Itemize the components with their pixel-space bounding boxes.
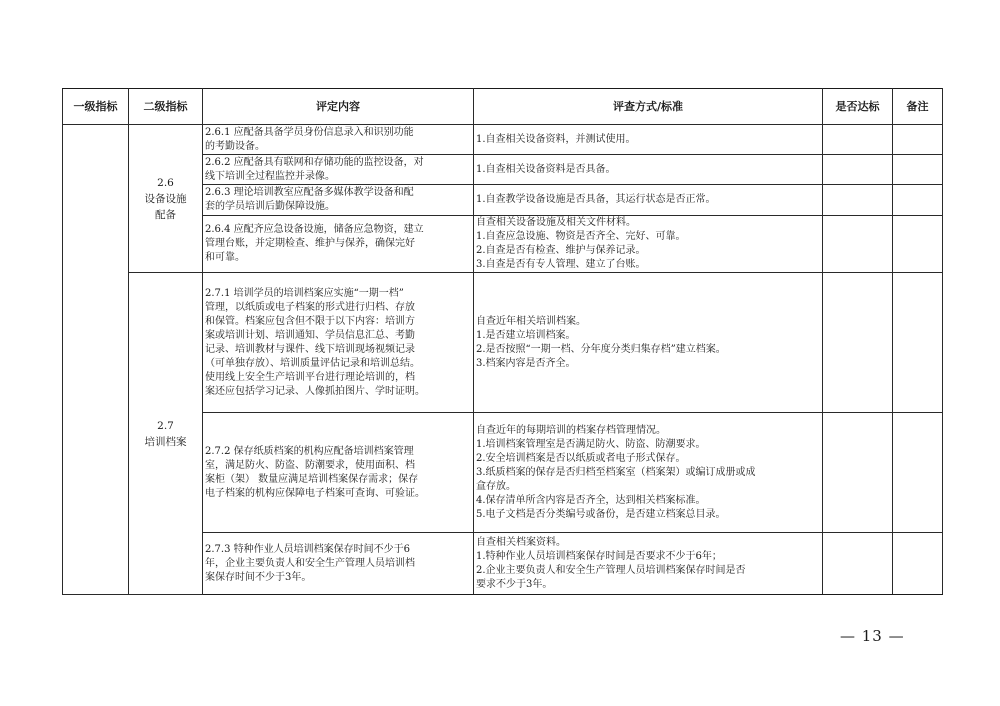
header-remarks: 备注 <box>893 89 943 125</box>
content-line: 的考勤设备。 <box>205 140 265 152</box>
content-line: 记录、培训教材与课件、线下培训现场视频记录 <box>205 343 415 355</box>
method-line: 3.档案内容是否齐全。 <box>476 357 576 369</box>
content-line: 2.6.1 应配备具备学员身份信息录入和识别功能 <box>205 126 414 138</box>
header-content: 评定内容 <box>203 89 474 125</box>
method-cell <box>474 216 823 273</box>
content-cell <box>203 185 474 216</box>
remarks-cell[interactable] <box>893 273 943 413</box>
achieved-cell[interactable] <box>823 185 893 216</box>
content-line: 2.7.3 特种作业人员培训档案保存时间不少于6 <box>205 543 410 555</box>
achieved-cell[interactable] <box>823 533 893 595</box>
method-line: 1.培训档案管理室是否满足防火、防盗、防潮要求。 <box>476 438 706 450</box>
achieved-cell[interactable] <box>823 216 893 273</box>
level2-label-label-text-2: 配备 <box>155 208 176 221</box>
method-line: 1.自查教学设备设施是否具备，其运行状态是否正常。 <box>476 194 716 205</box>
remarks-cell[interactable] <box>893 155 943 185</box>
content-cell <box>203 533 474 595</box>
content-line: 案柜（架） 数量应满足培训档案保存需求；保存 <box>205 473 419 485</box>
page-number: — 13 — <box>840 627 905 645</box>
content-line: 管理台账，并定期检查、维护与保养，确保完好 <box>205 238 415 249</box>
content-line: 使用线上安全生产培训平台进行理论培训的，档 <box>205 371 415 383</box>
method-cell <box>474 155 823 185</box>
table-header-row <box>63 89 943 125</box>
content-line: 管理，以纸质或电子档案的形式进行归档、存放 <box>205 301 415 313</box>
content-cell <box>203 216 474 273</box>
method-line: 1.自查应急设施、物资是否齐全、完好、可靠。 <box>476 231 686 242</box>
method-line: 2.企业主要负责人和安全生产管理人员培训档案保存时间是否 <box>476 564 746 576</box>
method-line: 盒存放。 <box>476 480 516 492</box>
content-line: 2.7.2 保存纸质档案的机构应配备培训档案管理 <box>205 445 414 457</box>
remarks-cell[interactable] <box>893 413 943 533</box>
achieved-cell[interactable] <box>823 413 893 533</box>
method-line: 3.自查是否有专人管理、建立了台账。 <box>476 259 646 270</box>
content-cell <box>203 273 474 413</box>
content-line: 2.6.3 理论培训教室应配备多媒体教学设备和配 <box>205 187 414 198</box>
method-cell <box>474 125 823 155</box>
header-method: 评查方式/标准 <box>474 89 823 125</box>
method-line: 2.是否按照“一期一档、分年度分类归集存档”建立档案。 <box>476 343 726 355</box>
method-line: 4.保存清单所含内容是否齐全，达到相关档案标准。 <box>476 494 706 506</box>
level2-label-label-text-1: 培训档案 <box>144 435 187 448</box>
content-line: 2.7.1 培训学员的培训档案应实施“一期一档” <box>205 287 404 299</box>
method-line: 1.是否建立培训档案。 <box>476 329 576 341</box>
method-cell <box>474 273 823 413</box>
achieved-cell[interactable] <box>823 125 893 155</box>
content-line: 2.6.2 应配备具有联网和存储功能的监控设备，对 <box>205 156 424 168</box>
level1-cell <box>63 125 129 595</box>
content-line: 线下培训全过程监控并录像。 <box>205 170 335 182</box>
remarks-cell[interactable] <box>893 533 943 595</box>
header-level2: 二级指标 <box>129 89 203 125</box>
header-achieved: 是否达标 <box>823 89 893 125</box>
content-cell <box>203 413 474 533</box>
table-row <box>63 125 943 155</box>
content-line: 2.6.4 应配齐应急设备设施，储备应急物资，建立 <box>205 224 424 235</box>
level2-label-label-text-1: 设备设施 <box>144 192 187 205</box>
method-line: 自查相关档案资料。 <box>476 536 566 548</box>
level2-cell <box>129 125 203 273</box>
method-line: 1.自查相关设备资料是否具备。 <box>476 163 616 175</box>
header-level1: 一级指标 <box>63 89 129 125</box>
remarks-cell[interactable] <box>893 125 943 155</box>
content-line: 套的学员培训后勤保障设施。 <box>205 201 335 212</box>
achieved-cell[interactable] <box>823 273 893 413</box>
content-cell <box>203 125 474 155</box>
content-line: 电子档案的机构应保障电子档案可查询、可验证。 <box>205 487 425 499</box>
method-line: 5.电子文档是否分类编号或备份，是否建立档案总目录。 <box>476 508 726 520</box>
method-line: 要求不少于3年。 <box>476 578 553 590</box>
remarks-cell[interactable] <box>893 216 943 273</box>
method-line: 2.安全培训档案是否以纸质或者电子形式保存。 <box>476 452 686 464</box>
method-cell <box>474 533 823 595</box>
table-body <box>63 125 943 595</box>
content-line: （可单独存放）、培训质量评估记录和培训总结。 <box>205 357 420 369</box>
method-line: 3.纸质档案的保存是否归档至档案室（档案架）或编订成册或成 <box>476 466 756 478</box>
content-line: 和可靠。 <box>205 252 245 263</box>
level2-label-label-num: 2.6 <box>157 176 174 189</box>
content-line: 和保管。档案应包含但不限于以下内容：培训方 <box>205 315 415 327</box>
method-cell <box>474 185 823 216</box>
method-line: 1.自查相关设备资料，并测试使用。 <box>476 133 636 145</box>
content-line: 室，满足防火、防盗、防潮要求，使用面积、档 <box>205 459 415 471</box>
method-line: 自查相关设备设施及相关文件材料。 <box>476 217 636 228</box>
content-line: 年，企业主要负责人和安全生产管理人员培训档 <box>205 557 415 569</box>
level2-cell <box>129 273 203 595</box>
evaluation-table <box>62 88 943 595</box>
method-line: 1.特种作业人员培训档案保存时间是否要求不少于6年； <box>476 550 722 562</box>
content-cell <box>203 155 474 185</box>
content-line: 案还应包括学习记录、人像抓拍图片、学时证明。 <box>205 385 425 397</box>
level2-label-label-num: 2.7 <box>157 419 174 432</box>
method-line: 自查近年相关培训档案。 <box>476 315 586 327</box>
content-line: 案保存时间不少于3年。 <box>205 571 312 583</box>
content-line: 案或培训计划、培训通知、学员信息汇总、考勤 <box>205 329 415 341</box>
remarks-cell[interactable] <box>893 185 943 216</box>
method-cell <box>474 413 823 533</box>
achieved-cell[interactable] <box>823 155 893 185</box>
method-line: 自查近年的每期培训的档案存档管理情况。 <box>476 424 666 436</box>
table-row <box>63 273 943 413</box>
method-line: 2.自查是否有检查、维护与保养记录。 <box>476 245 646 256</box>
